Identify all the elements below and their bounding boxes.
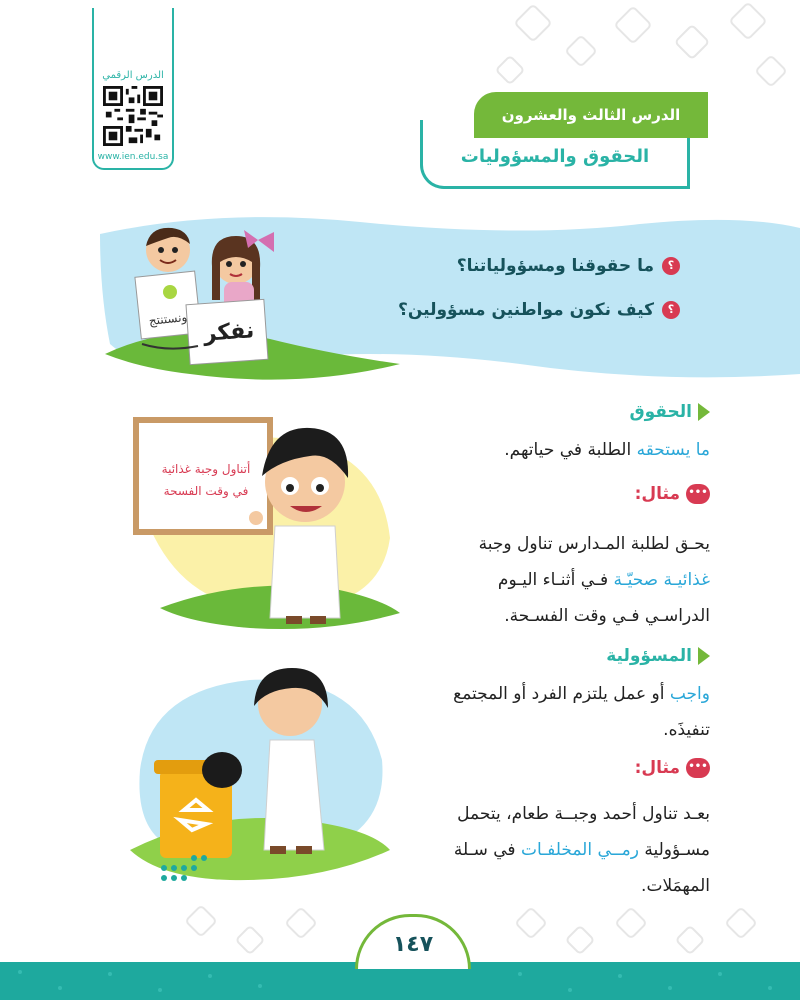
responsibility-example-text xyxy=(400,796,710,904)
speech-bubble-icon: ••• xyxy=(686,484,710,504)
speech-bubble-icon: ••• xyxy=(686,758,710,778)
example-line: المهمَلات. xyxy=(641,876,710,896)
responsibility-example-label: •••مثال: xyxy=(520,758,710,778)
definition-line: واجب أو عمل يلتزم الفرد أو المجتمع xyxy=(453,684,710,704)
page-number: ١٤٧ xyxy=(392,932,434,957)
heading-marker-icon xyxy=(698,403,710,421)
banner-question-1 xyxy=(300,256,680,276)
rights-example-label: •••مثال: xyxy=(520,484,710,504)
responsibility-illustration xyxy=(120,660,400,890)
example-line: غذائيـة صحيّـة فـي أثنـاء اليـوم xyxy=(497,570,710,590)
digital-lesson-card[interactable] xyxy=(92,8,174,170)
kids-illustration xyxy=(128,222,288,372)
banner-question-2 xyxy=(300,300,680,320)
board-text-line-2: في وقت الفسحة xyxy=(163,484,249,498)
example-line: الدراسـي فـي وقت الفسـحة. xyxy=(504,606,710,626)
rights-example-text xyxy=(400,526,710,634)
rights-illustration xyxy=(130,408,400,638)
question-mark-icon: ؟ xyxy=(662,301,680,319)
lesson-number: الدرس الثالث والعشرون xyxy=(474,92,708,138)
responsibility-definition xyxy=(400,676,710,748)
example-line: بعـد تناول أحمد وجبــة طعام، يتحمل xyxy=(457,804,710,824)
example-line: يحـق لطلبة المـدارس تناول وجبة xyxy=(478,534,710,554)
definition-line: تنفيذَه. xyxy=(663,720,710,740)
question-text: كيف نكون مواطنين مسؤولين؟ xyxy=(398,300,654,320)
responsibility-heading: المسؤولية xyxy=(420,646,710,666)
digital-lesson-url[interactable]: www.ien.edu.sa xyxy=(97,152,169,162)
digital-lesson-label: الدرس الرقمي xyxy=(102,70,164,81)
question-text: ما حقوقنا ومسؤولياتنا؟ xyxy=(456,256,654,276)
qr-code-icon[interactable] xyxy=(103,86,163,146)
rights-definition: ما يستحقه الطلبة في حياتهم. xyxy=(504,440,710,460)
heading-marker-icon xyxy=(698,647,710,665)
question-mark-icon: ؟ xyxy=(662,257,680,275)
example-line: مسـؤولية رمــي المخلفـات في سـلة xyxy=(453,840,710,860)
rights-heading: الحقوق xyxy=(420,402,710,422)
lesson-title: الحقوق والمسؤوليات xyxy=(460,146,650,167)
sign-conclude: ونستنتج xyxy=(148,310,188,328)
board-text-line-1: أتناول وجبة غذائية xyxy=(161,462,251,476)
sign-think: نفكر xyxy=(202,318,256,347)
